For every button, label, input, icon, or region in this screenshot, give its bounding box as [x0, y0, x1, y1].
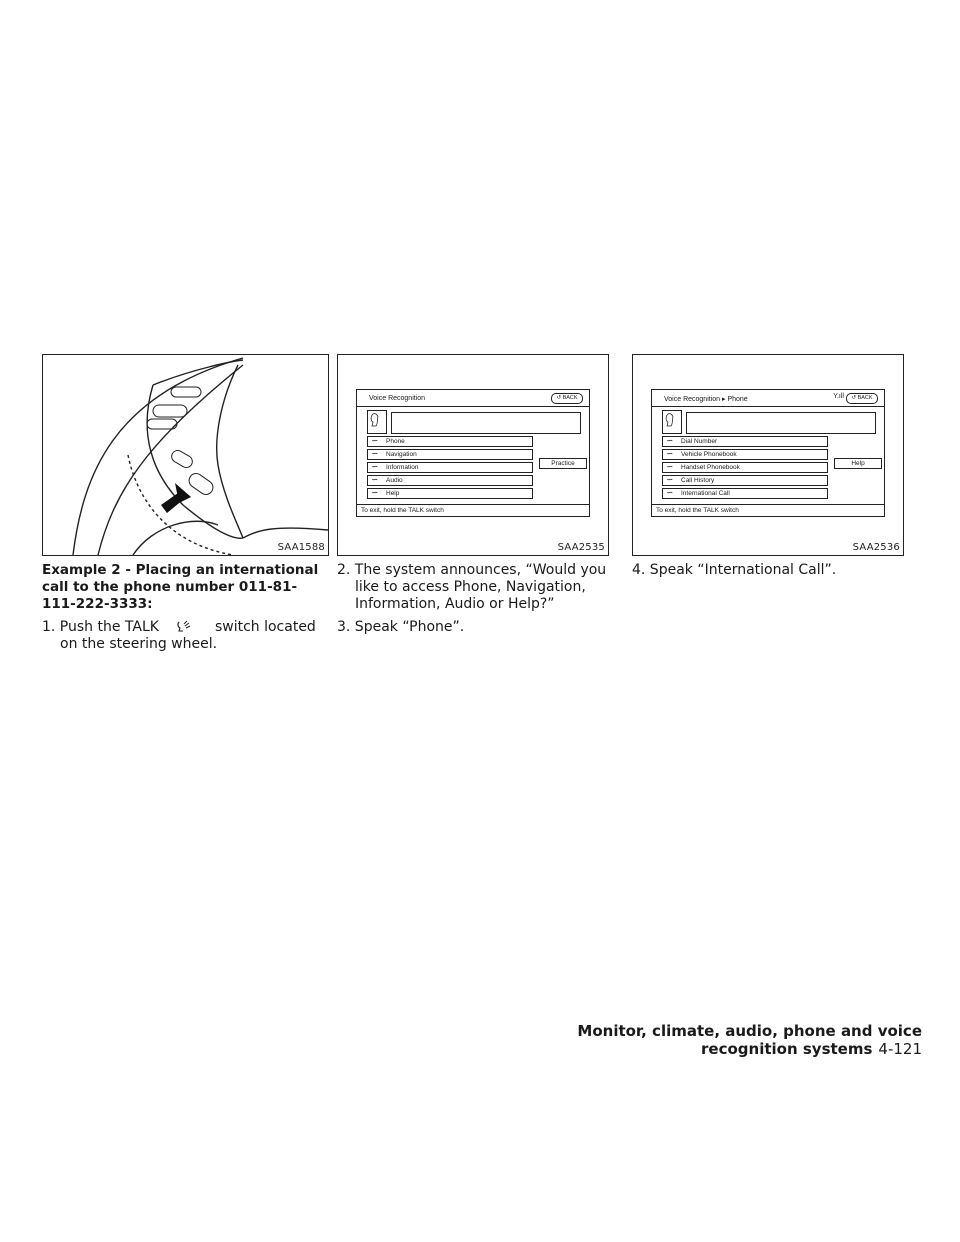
voice-face-icon: [662, 410, 682, 434]
divider: [652, 406, 884, 407]
voice-icon: ᯈ: [372, 464, 378, 470]
voice-icon: ᯈ: [372, 490, 378, 496]
menu-item-information: [367, 462, 533, 473]
menu-item-audio: [367, 475, 533, 486]
step-2: 2. The system announces, “Would you like to access Phone, Navigation, Information, Audio or Help?”: [337, 562, 607, 612]
step-3: 3. Speak “Phone”.: [337, 619, 465, 635]
screen-mockup: [651, 389, 885, 517]
menu-item-dial-number: [662, 436, 828, 447]
screen-mockup: [356, 389, 590, 517]
menu-item-label: Vehicle Phonebook: [681, 451, 737, 458]
practice-button: Practice: [539, 458, 587, 469]
back-button-label: BACK: [857, 395, 873, 401]
menu-item-label: International Call: [681, 490, 730, 497]
signal-strength-icon: Y.ıll: [833, 393, 844, 400]
figure-label: SAA1588: [277, 542, 325, 553]
voice-icon: ᯈ: [667, 438, 673, 444]
talk-switch-icon: [173, 620, 195, 634]
recognition-text-field: [686, 412, 876, 434]
menu-list: [367, 436, 533, 501]
menu-item-label: Help: [386, 490, 400, 497]
menu-item-call-history: [662, 475, 828, 486]
figure-label: SAA2535: [557, 542, 605, 553]
figure-phone-screen: [632, 354, 904, 556]
step-1-text-b: switch located on the steering wheel.: [60, 619, 316, 652]
example-heading: Example 2 - Placing an international call to the phone number 011-81-111-222-3333:: [42, 562, 319, 612]
step-4: 4. Speak “International Call”.: [632, 562, 837, 578]
column-3: [632, 562, 902, 579]
menu-item-label: Navigation: [386, 451, 417, 458]
menu-item-navigation: [367, 449, 533, 460]
voice-icon: ᯈ: [372, 477, 378, 483]
voice-icon: ᯈ: [667, 490, 673, 496]
voice-icon: ᯈ: [667, 477, 673, 483]
column-2: [337, 562, 607, 636]
voice-icon: ᯈ: [372, 438, 378, 444]
back-button: ↺ BACK: [846, 393, 878, 404]
back-button: ↺ BACK: [551, 393, 583, 404]
voice-icon: ᯈ: [667, 451, 673, 457]
column-1: [42, 562, 330, 653]
menu-item-vehicle-phonebook: [662, 449, 828, 460]
figure-label: SAA2536: [852, 542, 900, 553]
page-footer: [480, 1022, 922, 1058]
menu-item-phone: [367, 436, 533, 447]
menu-item-label: Dial Number: [681, 438, 718, 445]
screen-footer: To exit, hold the TALK switch: [357, 504, 589, 516]
step-1-text-a: 1. Push the TALK: [42, 619, 159, 635]
section-title: Monitor, climate, audio, phone and voice recognition systems: [577, 1022, 922, 1058]
screen-title: Voice Recognition ▸ Phone: [664, 396, 748, 403]
menu-item-label: Handset Phonebook: [681, 464, 740, 471]
step-1: [42, 619, 330, 653]
help-button: Help: [834, 458, 882, 469]
menu-item-label: Phone: [386, 438, 405, 445]
menu-item-handset-phonebook: [662, 462, 828, 473]
menu-item-label: Call History: [681, 477, 715, 484]
menu-item-help: [367, 488, 533, 499]
voice-icon: ᯈ: [372, 451, 378, 457]
figure-steering-wheel: [42, 354, 329, 556]
menu-item-label: Information: [386, 464, 419, 471]
menu-item-international-call: [662, 488, 828, 499]
menu-list: [662, 436, 828, 501]
voice-icon: ᯈ: [667, 464, 673, 470]
screen-footer: To exit, hold the TALK switch: [652, 504, 884, 516]
screen-title: Voice Recognition: [369, 395, 426, 402]
figure-voice-recognition-screen: [337, 354, 609, 556]
divider: [357, 406, 589, 407]
steering-wheel-illustration: [43, 355, 328, 555]
back-button-label: BACK: [562, 395, 578, 401]
page-number: 4-121: [878, 1040, 922, 1058]
voice-face-icon: [367, 410, 387, 434]
recognition-text-field: [391, 412, 581, 434]
menu-item-label: Audio: [386, 477, 403, 484]
